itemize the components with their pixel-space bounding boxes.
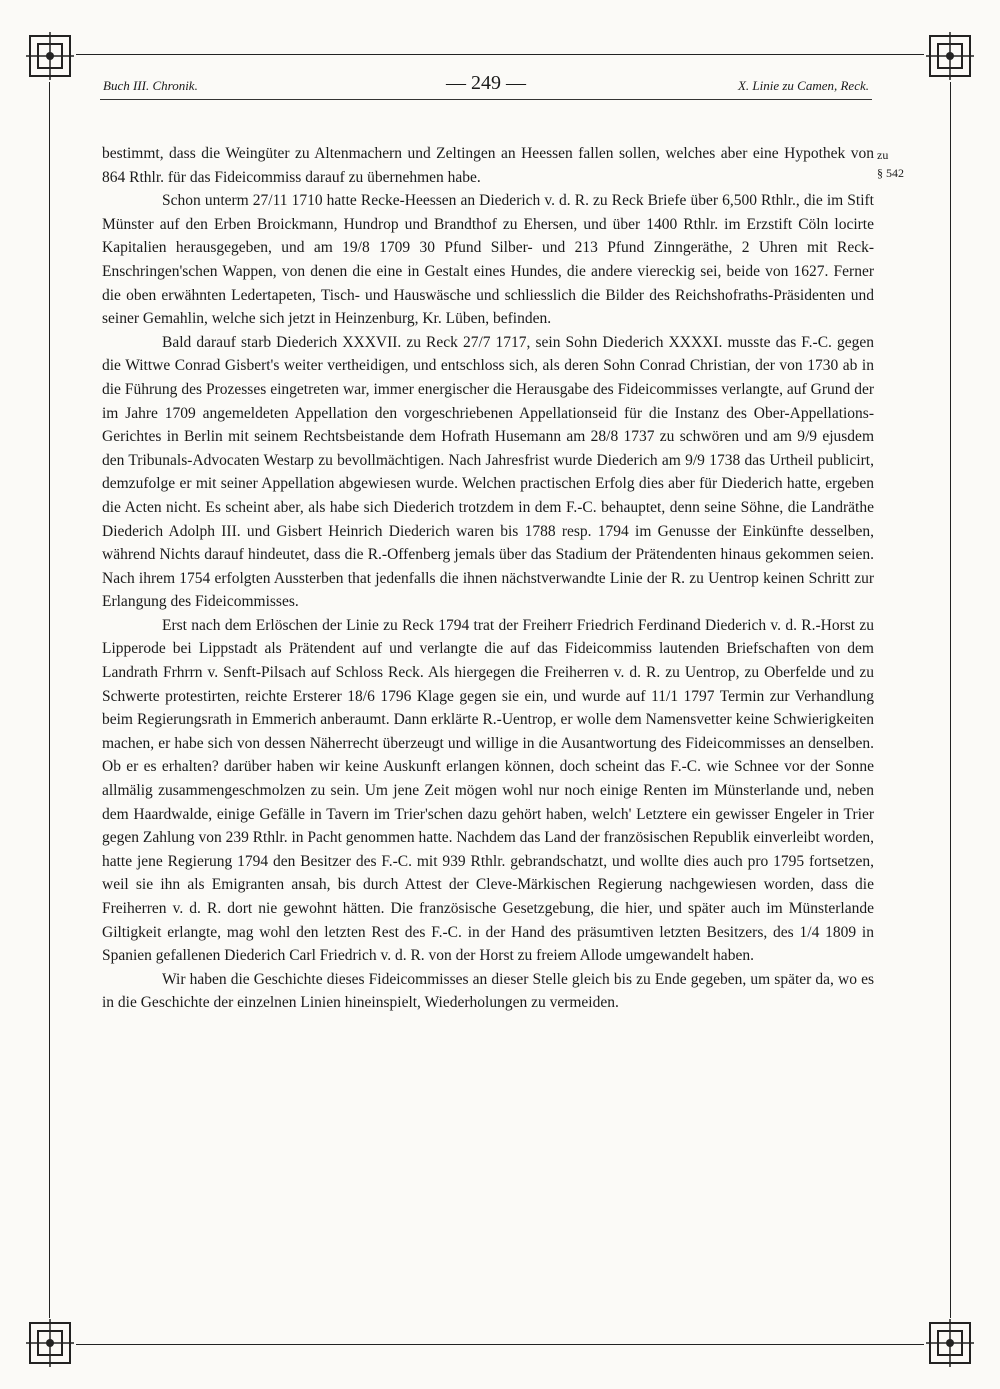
- corner-ornament-icon: [924, 1317, 976, 1369]
- header-book-title: Buch III. Chronik.: [103, 78, 198, 93]
- header-section-title: X. Linie zu Camen, Reck.: [737, 78, 869, 93]
- paragraph: Wir haben die Geschichte dieses Fideicommisses an dieser Stelle gleich bis zu Ende gegeben, um später da, wo es in die Geschichte der einzelnen Linien hineinspielt, Wiederholungen zu vermeiden.: [102, 970, 874, 1012]
- border-right-line: [950, 82, 951, 1318]
- paragraph: Schon unterm 27/11 1710 hatte Recke-Heessen an Diederich v. d. R. zu Reck Briefe über 6,500 Rthlr., die im Stift Münster auf den Erben Broickmann, Hundrop und Brandthof zu Ehersen, und über 1400 Rthlr. im Erzstift Cöln locirte Kapitalien herausgegeben, und am 19/8 1709 30 Pfund Silber- und 213 Pfund Zinngeräthe, 2 Uhren mit Reck-Enschringen'schen Wappen, von denen die eine in Gestalt eines Hundes, die andere viereckig sei, beide von 1627. Ferner die oben erwähnten Ledertapeten, Tisch- und Hauswäsche und schliesslich die Bilder des Reichshofraths-Präsidenten und seiner Gemahlin, welche sich jetzt in Heinzenburg, Kr. Lüben, befinden.: [102, 192, 874, 328]
- corner-ornament-icon: [24, 1317, 76, 1369]
- corner-ornament-icon: [924, 30, 976, 82]
- margin-note-line: § 542: [877, 166, 904, 180]
- paragraph: Erst nach dem Erlöschen der Linie zu Reck 1794 trat der Freiherr Friedrich Ferdinand Diederich v. d. R.-Horst zu Lipperode bei Lippstadt als Prätendent auf und verlangte die auf das Fideicommiss lautenden Briefschaften von dem Landrath Frhrrn v. Senft-Pilsach auf Schloss Reck. Als hiergegen die Freiherren v. d. R. zu Uentrop, zu Oberfelde und zu Schwerte protestirten, reichte Ersterer 18/6 1796 Klage gegen sie ein, und wurde auf 11/1 1797 Termin zur Verhandlung beim Regierungsrath in Emmerich anberaumt. Dann erklärte R.-Uentrop, er wolle dem Namensvetter keine Schwierigkeiten machen, er habe sich von dessen Näherrecht überzeugt und willige in die Ausantwortung des Fideicommisses an denselben. Ob er es erhalten? darüber haben wir keine Auskunft erlangen können, doch scheint das F.-C. wie Schnee vor der Sonne allmälig zusammengeschmolzen zu sein. Um jene Zeit mögen wohl nur noch einige Renten im Münsterlande und, neben dem Haardwalde, einige Gefälle in Tavern im Trier'schen dazu gehört haben, welch' Letztere ein gewisser Engeler in Trier gegen Zahlung von 239 Rthlr. in Pacht genommen hatte. Nachdem das Land der französischen Republik einverleibt worden, hatte jene Regierung 1794 den Besitzer des F.-C. mit 939 Rthlr. gebrandschatzt, und wollte dies auch pro 1795 fortsetzen, weil sie ihn als Emigranten ansah, bis durch Attest der Cleve-Märkischen Regierung nachgewiesen worden, dass die Freiherren v. d. R. dort nie gewohnt hätten. Die französische Gesetzgebung, die hier, und später auch im Münsterlande Giltigkeit erlangte, mag wohl den letzten Rest des F.-C. in der Hand des präsumtiven letzten Besitzers, des 1/4 1809 in Spanien gefallenen Diederich Carl Friedrich v. d. R. von der Horst zu freiem Allode umgewandelt haben.: [102, 616, 874, 965]
- page-header: [100, 72, 872, 96]
- paragraph: Bald darauf starb Diederich XXXVII. zu Reck 27/7 1717, sein Sohn Diederich XXXXI. musste das F.-C. gegen die Wittwe Conrad Gisbert's weiter vertheidigen, und entschloss sich, als deren Sohn Conrad Christian, der von 1730 ab in die Führung des Prozesses eingetreten war, immer energischer die Herausgabe des Fideicommisses verlangte, auf Grund der im Jahre 1709 angemeldeten Appellation den vorgeschriebenen Appellationseid für die Instanz des Ober-Appellations-Gerichtes in Berlin mit seinem Rechtsbeistande dem Hofrath Husemann am 28/8 1737 zu schwören und am 9/9 ejusdem den Tribunals-Advocaten Westarp zu bevollmächtigen. Nach Jahresfrist wurde Diederich am 9/9 1738 das Urtheil publicirt, demzufolge er mit seiner Appellation abgewiesen wurde. Welchen practischen Erfolg dies aber für Diederich hatte, ergeben die Acten nicht. Es scheint aber, als habe sich Diederich trotzdem in dem F.-C. behauptet, denn seine Söhne, die Landräthe Diederich Adolph III. und Gisbert Heinrich Diederich waren bis 1788 resp. 1794 im Genusse der Einkünfte desselben, während Nichts darauf hindeutet, dass die R.-Offenberg jemals über das Stadium der Prätendenten hinaus gekommen seien. Nach ihrem 1754 erfolgten Aussterben that jedenfalls die ihnen nächstverwandte Linie der R. zu Uentrop keinen Schritt zur Erlangung des Fideicommisses.: [102, 333, 874, 611]
- paragraph: bestimmt, dass die Weingüter zu Altenmachern und Zeltingen an Heessen fallen sollen, welches aber eine Hypothek von 864 Rthlr. für das Fideicommiss darauf zu übernehmen habe.: [102, 145, 874, 186]
- border-bottom-line: [76, 1344, 924, 1345]
- page-number: — 249 —: [446, 72, 526, 94]
- corner-ornament-icon: [24, 30, 76, 82]
- border-top-line: [76, 54, 924, 55]
- header-rule: [100, 99, 872, 100]
- margin-note: [877, 146, 917, 182]
- margin-note-line: zu: [877, 148, 889, 162]
- border-left-line: [49, 82, 50, 1318]
- body-text: [102, 142, 874, 1015]
